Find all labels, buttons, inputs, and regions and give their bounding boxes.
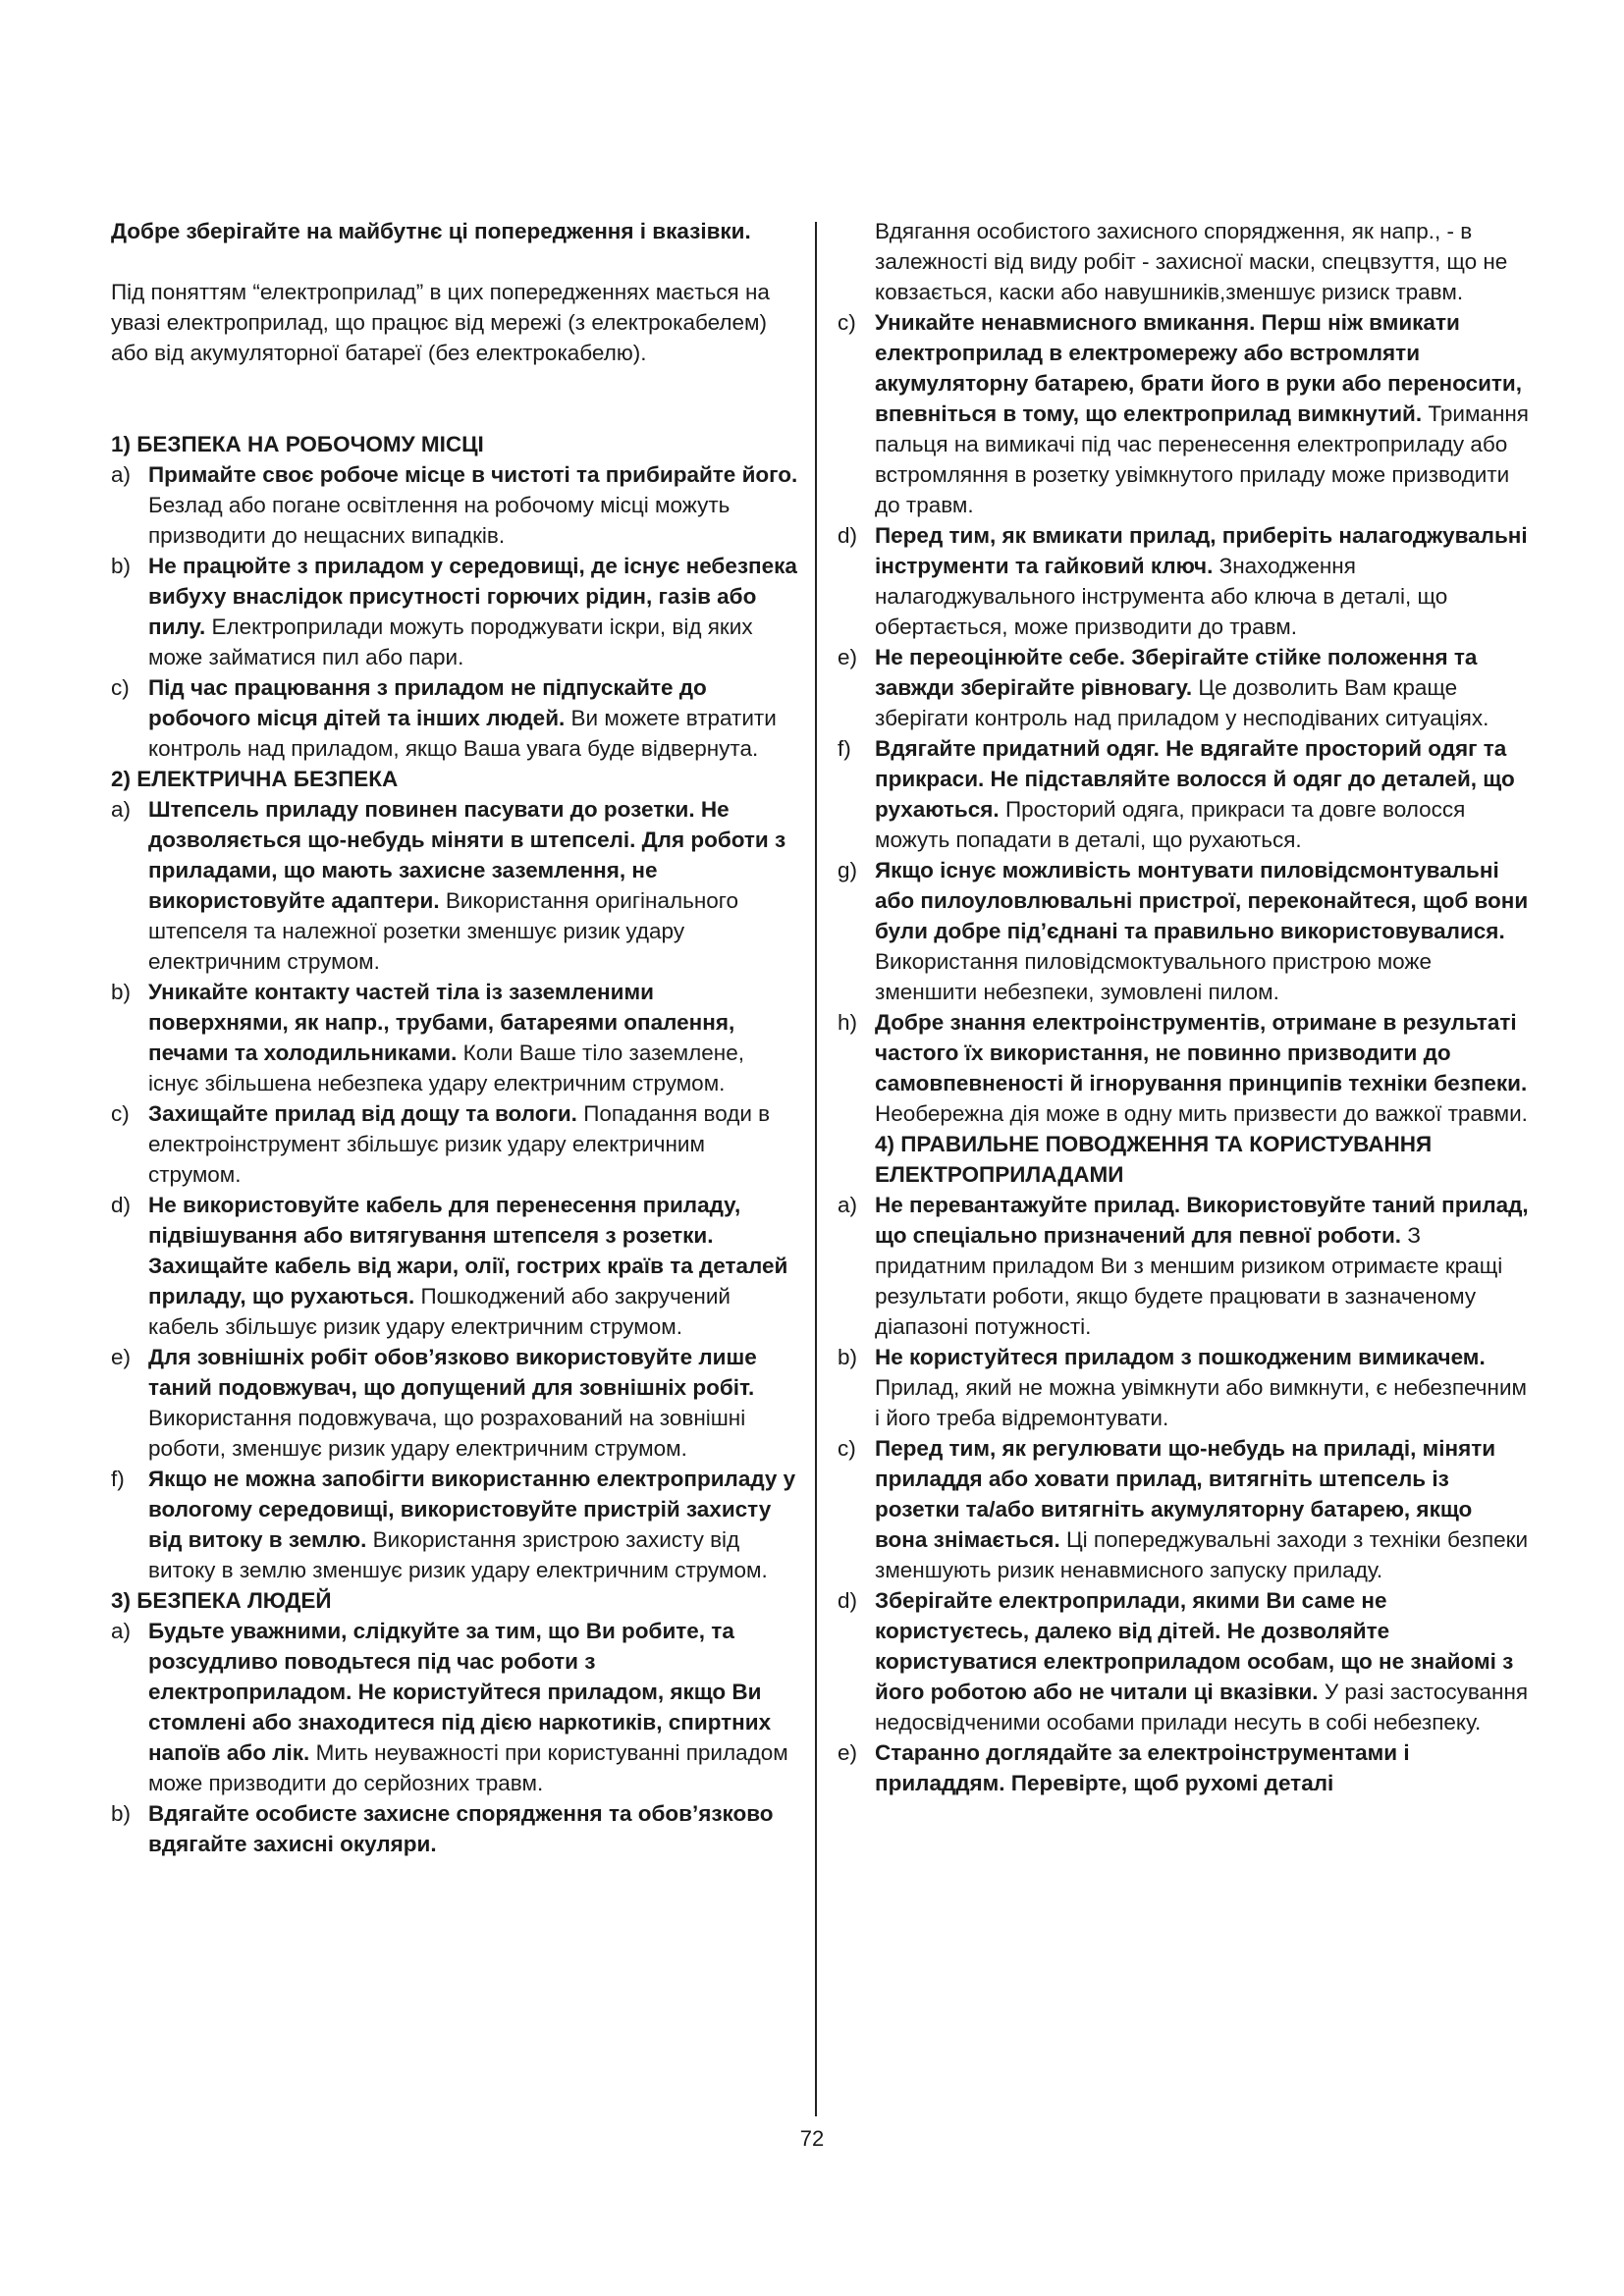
item-text: Використання подовжувача, що розрахований на зовнішні роботи, зменшує ризик удару електричним струмом.	[148, 1406, 746, 1461]
item-text: Використання зристрою захисту від витоку в землю зменшує ризик удару електричним струмом.	[148, 1527, 768, 1582]
item-text: Ці попереджувальні заходи з техніки безпеки зменшують ризик ненавмисного запуску приладу.	[875, 1527, 1529, 1582]
section-3-item-f	[838, 733, 1530, 855]
section-3-item-h	[838, 1007, 1530, 1129]
page-number: 72	[799, 2126, 825, 2151]
item-bold-text: Якщо не можна запобігти використанню електроприладу у вологому середовищі, використовуйте пристрій захисту від витоку в землю.	[148, 1467, 796, 1552]
intro-definition-text: Під поняттям “електроприлад” в цих попередженнях мається на увазі електроприлад, що працює від мережі (з електрокабелем) або від акумуляторної батареї (без електрокабелю).	[111, 280, 770, 365]
section-3-item-c	[838, 307, 1530, 520]
item-label: b)	[838, 1345, 858, 1369]
item-label: a)	[111, 797, 132, 822]
section-3-item-e	[838, 642, 1530, 733]
item-bold-text: Уникайте контакту частей тіла із заземленими поверхнями, як напр., трубами, батареями опалення, печами та холодильниками.	[148, 980, 735, 1065]
item-label: d)	[111, 1193, 132, 1217]
item-label: b)	[111, 1801, 132, 1826]
section-3-item-a	[111, 1616, 798, 1798]
item-bold-text: Старанно доглядайте за електроінструментами і приладдям. Перевірте, щоб рухомі деталі	[875, 1740, 1410, 1795]
item-text: З придатним приладом Ви з меншим ризиком отримаєте кращі результати роботи, якщо будете працювати в зазначеному діапазоні потужності.	[875, 1223, 1503, 1339]
item-text: Просторий одяга, прикраси та довге волосся можуть попадати в деталі, що рухаються.	[875, 797, 1466, 852]
item-bold-text: Уникайте ненавмисного вмикання. Перш ніж вмикати електроприлад в електромережу або встромляти акумуляторну батарею, брати його в руки або переносити, впевніться в тому, що електроприлад вимкнутий.	[875, 310, 1523, 426]
item-text: У разі застосування недосвідченими особами прилади несуть в собі небезпеку.	[875, 1680, 1529, 1735]
item-label: d)	[838, 523, 858, 548]
item-bold-text: Штепсель приладу повинен пасувати до розетки. Не дозволяється що-небудь міняти в штепселі. Для роботи з приладами, що мають захисне заземлення, не використовуйте адаптери.	[148, 797, 786, 913]
item-label: c)	[111, 1101, 130, 1126]
item-text: Тримання пальця на вимикачі під час перенесення електроприладу або встромляння в розетку увімкнутого приладу може призводити до травм.	[875, 401, 1529, 517]
item-text: Електроприлади можуть породжувати іскри, від яких може займатися пил або пари.	[148, 614, 753, 669]
intro-warning-bold: Добре зберігайте на майбутнє ці попередження і вказівки.	[111, 219, 751, 243]
item-bold-text: Будьте уважними, слідкуйте за тим, що Ви робите, та розсудливо поводьтеся під час роботи з електроприладом. Не користуйтеся приладом, якщо Ви стомлені або знаходитеся під дією наркотиків, спиртних напоїв або лік.	[148, 1619, 772, 1765]
section-2-item-b	[111, 977, 798, 1098]
section-4-item-e	[838, 1737, 1530, 1798]
item-label: b)	[111, 980, 132, 1004]
item-text: Пошкоджений або закручений кабель збільшує ризик удару електричним струмом.	[148, 1284, 731, 1339]
section-3-heading: 3) БЕЗПЕКА ЛЮДЕЙ	[111, 1588, 332, 1613]
section-1-item-c	[111, 672, 798, 764]
item-label: e)	[838, 645, 858, 669]
section-4-item-a	[838, 1190, 1530, 1342]
item-text: Вдягання особистого захисного спорядження, як напр., - в залежності від виду робіт - захисної маски, спецвзуття, що не ковзається, каски або навушників,зменшує ризиск травм.	[875, 219, 1508, 304]
item-bold-text: Зберігайте електроприлади, якими Ви саме не користуєтесь, далеко від дітей. Не дозволяйте користуватися електроприладом особам, що не знайомі з його роботою або не читали ці вказівки.	[875, 1588, 1514, 1704]
item-text: Мить неуважності при користуванні приладом може призводити до серйозних травм.	[148, 1740, 788, 1795]
item-label: e)	[838, 1740, 858, 1765]
section-4-heading-text: 4) ПРАВИЛЬНЕ ПОВОДЖЕННЯ ТА КОРИСТУВАННЯ ЕЛЕКТРОПРИЛАДАМИ	[875, 1132, 1433, 1187]
item-bold-text: Перед тим, як вмикати прилад, приберіть налагоджувальні інструменти та гайковий ключ.	[875, 523, 1528, 578]
item-text: Використання оригінального штепселя та належної розетки зменшує ризик удару електричним струмом.	[148, 888, 738, 974]
item-text: Знаходження налагоджувального інструмента або ключа в деталі, що обертається, може призводити до травм.	[875, 554, 1448, 639]
item-bold-text: Під час працювання з приладом не підпускайте до робочого місця дітей та інших людей.	[148, 675, 707, 730]
item-bold-text: Для зовнішніх робіт обов’язково використовуйте лише таний подовжувач, що допущений для зовнішніх робіт.	[148, 1345, 757, 1400]
item-label: e)	[111, 1345, 132, 1369]
item-text: Використання пиловідсмоктувального пристрою може зменшити небезпеки, зумовлені пилом.	[875, 949, 1432, 1004]
item-label: a)	[111, 462, 132, 487]
item-label: c)	[838, 1436, 856, 1461]
item-label: b)	[111, 554, 132, 578]
section-2-item-e	[111, 1342, 798, 1464]
section-2-item-f	[111, 1464, 798, 1585]
section-2-item-c	[111, 1098, 798, 1190]
section-2-item-a	[111, 794, 798, 977]
item-label: f)	[111, 1467, 125, 1491]
item-label: f)	[838, 736, 851, 761]
section-4-item-d	[838, 1585, 1530, 1737]
item-text: Безлад або погане освітлення на робочому місці можуть призводити до нещасних випадків.	[148, 493, 731, 548]
section-3-item-g	[838, 855, 1530, 1007]
section-1-item-b	[111, 551, 798, 672]
section-4-heading	[838, 1129, 1530, 1190]
section-3-item-b-continued	[838, 216, 1530, 307]
section-1-item-a	[111, 459, 798, 551]
section-4-item-c	[838, 1433, 1530, 1585]
item-bold-text: Не перевантажуйте прилад. Використовуйте таний прилад, що спеціально призначений для певної роботи.	[875, 1193, 1529, 1248]
item-bold-text: Захищайте прилад від дощу та вологи.	[148, 1101, 577, 1126]
item-text: Це дозволить Вам краще зберігати контроль над приладом у несподіваних ситуаціях.	[875, 675, 1489, 730]
item-bold-text: Не переоцінюйте себе. Зберігайте стійке положення та завжди зберігайте рівновагу.	[875, 645, 1478, 700]
item-label: g)	[838, 858, 858, 882]
item-text: Коли Ваше тіло заземлене, існує збільшена небезпека удару електричним струмом.	[148, 1041, 744, 1095]
section-3-item-d	[838, 520, 1530, 642]
item-label: a)	[111, 1619, 132, 1643]
column-divider	[815, 222, 817, 2116]
item-bold-text: Добре знання електроінструментів, отримане в результаті частого їх використання, не повинно призводити до самовпевненості й ігнорування принципів техніки безпеки.	[875, 1010, 1528, 1095]
item-label: c)	[111, 675, 130, 700]
item-bold-text: Примайте своє робоче місце в чистоті та прибирайте його.	[148, 462, 798, 487]
section-4-item-b	[838, 1342, 1530, 1433]
item-label: c)	[838, 310, 856, 335]
item-text: Необережна дія може в одну мить призвести до важкої травми.	[875, 1101, 1528, 1126]
section-2-item-d	[111, 1190, 798, 1342]
item-label: a)	[838, 1193, 858, 1217]
item-label: d)	[838, 1588, 858, 1613]
item-label: h)	[838, 1010, 858, 1035]
item-bold-text: Не користуйтеся приладом з пошкодженим вимикачем.	[875, 1345, 1486, 1369]
item-bold-text: Вдягайте придатний одяг. Не вдягайте просторий одяг та прикраси. Не підставляйте волосся й одяг до деталей, що рухаються.	[875, 736, 1515, 822]
item-bold-text: Не працюйте з приладом у середовищі, де існує небезпека вибуху внаслідок присутності горючих рідин, газів або пилу.	[148, 554, 797, 639]
section-3-item-b	[111, 1798, 798, 1859]
item-text: Попадання води в електроінструмент збільшує ризик удару електричним струмом.	[148, 1101, 771, 1187]
section-2-heading: 2) ЕЛЕКТРИЧНА БЕЗПЕКА	[111, 767, 399, 791]
item-bold-text: Перед тим, як регулювати що-небудь на приладі, міняти приладдя або ховати прилад, витягніть штепсель із розетки та/або витягніть акумуляторну батарею, якщо вона знімається.	[875, 1436, 1496, 1552]
right-column	[838, 216, 1530, 1798]
left-column	[111, 216, 798, 1859]
item-bold-text: Якщо існує можливість монтувати пиловідсмонтувальні або пилоуловлювальні пристрої, переконайтеся, щоб вони були добре під’єднані та правильно використовувалися.	[875, 858, 1529, 943]
section-1-heading: 1) БЕЗПЕКА НА РОБОЧОМУ МІСЦІ	[111, 432, 484, 456]
item-text: Прилад, який не можна увімкнути або вимкнути, є небезпечним і його треба відремонтувати.	[875, 1375, 1527, 1430]
item-bold-text: Не використовуйте кабель для перенесення приладу, підвішування або витягування штепселя з розетки. Захищайте кабель від жари, олії, гострих країв та деталей приладу, що рухаються.	[148, 1193, 788, 1308]
item-bold-text: Вдягайте особисте захисне спорядження та обов’язково вдягайте захисні окуляри.	[148, 1801, 774, 1856]
item-text: Ви можете втратити контроль над приладом, якщо Ваша увага буде відвернута.	[148, 706, 777, 761]
